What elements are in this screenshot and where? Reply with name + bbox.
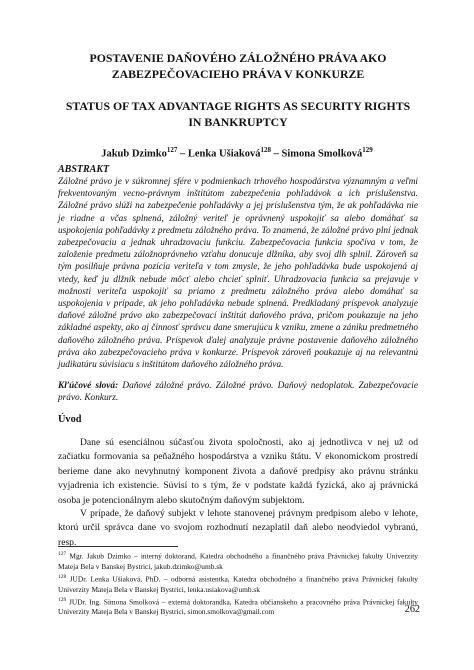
title-english: STATUS OF TAX ADVANTAGE RIGHTS AS SECURITY RIGHTS IN BANKRUPTCY <box>65 99 411 129</box>
page-number: 262 <box>404 604 420 615</box>
footnote-number: 129 <box>58 596 67 603</box>
keywords <box>58 380 418 404</box>
footnote-text: Mgr. Jakub Dzimko – interný doktorand, Katedra obchodného a finančného práva Právnickej fakulty Univerzity Mateja Bela v Banskej Bystrici, jakub.dzimko@umb.sk <box>58 551 418 571</box>
author-separator: – <box>270 148 282 160</box>
body-paragraph: V prípade, že daňový subjekt v lehote stanovenej právnym predpisom alebo v lehote, ktorú určil správca dane vo svojom rozhodnutí nezaplatil daň alebo neodviedol vybranú, resp. <box>58 508 418 548</box>
footnote <box>58 572 418 595</box>
author-footnote-ref[interactable]: 129 <box>362 146 373 154</box>
footnote <box>58 595 418 618</box>
keywords-label: Kľúčové slová: <box>58 381 119 391</box>
footnote <box>58 549 418 572</box>
abstract-heading: ABSTRAKT <box>58 164 110 175</box>
footnote-text: JUDr. Ing. Simona Smolková – externá doktorandka, Katedra občianskeho a pracovného práva Právnickej fakulty Univerzity Mateja Bela v Banskej Bystrici, simon.smolkova@gmail.com <box>58 597 418 617</box>
footnote-text: JUDr. Lenka Ušiaková, PhD. – odborná asistentka, Katedra obchodného a finančného práva Právnickej fakulty Univerzity Mateja Bela v Banskej Bystrici, lenka.usiakova@umb.sk <box>58 574 418 594</box>
footnote-separator <box>58 546 178 547</box>
title-slovak: POSTAVENIE DAŇOVÉHO ZÁLOŽNÉHO PRÁVA AKO ZABEZPEČOVACIEHO PRÁVA V KONKURZE <box>89 51 387 81</box>
author-name: Simona Smolková <box>281 148 363 160</box>
author-separator: – <box>177 148 188 160</box>
section-heading-intro: Úvod <box>58 414 82 425</box>
footnote-number: 127 <box>58 551 67 557</box>
footnote-number: 128 <box>58 573 67 580</box>
author-name: Jakub Dzimko <box>101 148 167 160</box>
author-footnote-ref[interactable]: 128 <box>260 146 271 154</box>
author-footnote-ref[interactable]: 127 <box>166 146 178 154</box>
keywords-text: Daňové záložné právo. Záložné právo. Daňový nedoplatok. Zabezpečovacie právo. Konkurz. <box>58 381 418 404</box>
author-line <box>40 143 434 162</box>
footnotes <box>58 549 418 618</box>
body-paragraph: Dane sú esenciálnou súčasťou života spoločnosti, ako aj jednotlivca v nej už od začiatku formovania sa peňažného hospodárstva a vzniku štátu. V ekonomickom prostredí berieme dane ako nevyhnutný komponent života a daňové predpisy ako právnu stránku vyjadrenia ich existencie. Súvisí to s tým, že v podstate každá fyzická, ako aj právnická osoba je potencionálnym alebo skutočným daňovým subjektom. <box>58 437 418 506</box>
author-name: Lenka Ušiaková <box>187 148 261 160</box>
abstract-text: Záložné právo je v súkromnej sfére v podmienkach trhového hospodárstva významným a veľmi frekventovaným vecno-právnym inštitútom zabezpečenia pohľadávok a ich príslušenstva. Záložné právo slúži na zabezpečenie pohľadávky a jej príslušenstva tým, že ak pohľadávka nie je riadne a včas splnená, záložný veriteľ je oprávnený uspokojiť sa alebo domáhať sa uspokojenia pohľadávky z predmetu záložného práva. To znamená, že záložné právo plní jednak zabezpečovaciu a jednak uhradzovaciu funkciu. Zabezpečovacia funkcia spočíva v tom, že založenie predmetu záložnoprávneho vzťahu donucuje dlžníka, aby svoj dlh splnil. Zároveň sa tým posilňuje právna pozícia veriteľa v tom zmysle, že jeho pohľadávka bude uspokojená aj vtedy, keď ju dlžník nebude môcť alebo chcieť splniť. Uhradzovacia funkcia sa prejavuje v možnosti veriteľa uspokojiť sa priamo z predmetu záložného práva alebo domáhať sa uspokojenia v prípade, ak jeho pohľadávka nebude splnená. Predkladaný príspevok analyzuje daňové záložné právo ako zabezpečovací inštitút daňového práva, pričom poukazuje na jeho základné aspekty, ako aj činnosť správcu dane smerujúcu k vzniku, zmene a zániku predmetného daňového záložného práva. Príspevok ďalej analyzuje právne postavenie daňového záložného práva ako zabezpečovacieho práva v konkurze. Príspevok zároveň poukazuje aj na relevantnú judikatúru súvisiacu s inštitútom daňového záložného práva. <box>58 177 418 371</box>
